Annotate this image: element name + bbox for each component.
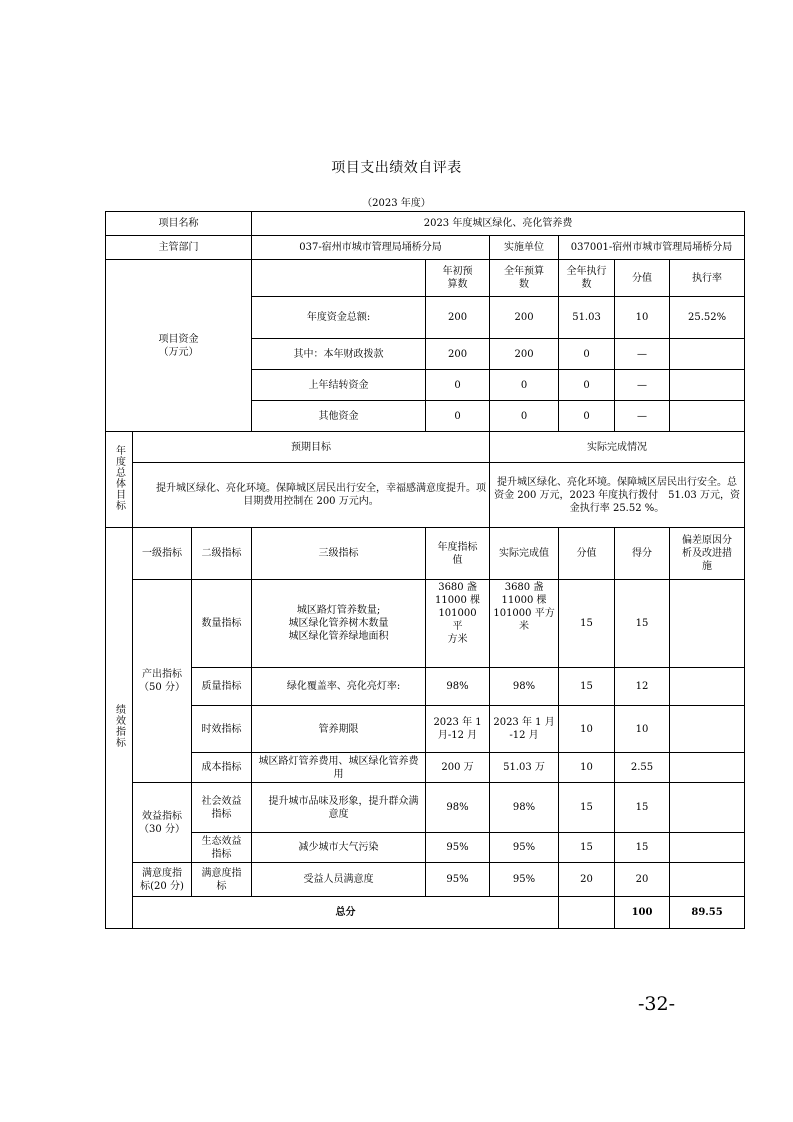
indicator-level3: 城区路灯管养费用、城区绿化管养费用	[252, 753, 426, 783]
indicator-deviation	[670, 783, 745, 833]
funds-row-score-value: —	[615, 339, 670, 370]
funds-row-executed: 0	[559, 339, 615, 370]
document-title: 项目支出绩效自评表	[331, 160, 462, 176]
funds-row-rate	[670, 401, 745, 432]
indicator-row-ecological	[106, 833, 745, 863]
indicator-level3: 受益人员满意度	[252, 863, 426, 897]
header-level1: 一级指标	[133, 528, 192, 580]
header-score-value: 分值	[559, 528, 615, 580]
indicator-deviation	[670, 753, 745, 783]
indicator-row-satisfaction	[106, 863, 745, 897]
funds-header-blank	[252, 260, 426, 297]
funds-row-name: 其他资金	[252, 401, 426, 432]
indicator-level2: 质量指标	[192, 668, 252, 706]
total-row	[106, 897, 745, 929]
indicator-score-value: 10	[559, 706, 615, 753]
indicator-row-cost	[106, 753, 745, 783]
indicator-level2: 满意度指 标	[192, 863, 252, 897]
indicator-level3: 提升城市品味及形象，提升群众满意度	[252, 783, 426, 833]
header-target: 年度指标 值	[426, 528, 490, 580]
indicator-level3: 绿化覆盖率、亮化亮灯率:	[252, 668, 426, 706]
funds-row-rate: 25.52%	[670, 297, 745, 339]
page-number: -32-	[638, 993, 676, 1015]
indicator-score: 15	[615, 783, 670, 833]
funds-header-executed: 全年执行数	[559, 260, 615, 297]
level1-satisfaction: 满意度指 标(20 分)	[133, 863, 192, 897]
header-actual: 实际完成值	[490, 528, 559, 580]
indicator-target: 3680 盏 11000 棵 101000 平 方米	[426, 580, 490, 668]
indicator-target: 98%	[426, 783, 490, 833]
indicator-deviation	[670, 706, 745, 753]
funds-header-initial: 年初预 算数	[426, 260, 490, 297]
funds-row-score-value: —	[615, 370, 670, 401]
funds-row-score-value: —	[615, 401, 670, 432]
funds-row-name: 上年结转资金	[252, 370, 426, 401]
indicator-row-quantity	[106, 580, 745, 668]
funds-row-executed: 0	[559, 401, 615, 432]
indicator-level2: 数量指标	[192, 580, 252, 668]
goals-side-label: 年度总体目标	[106, 432, 133, 528]
total-score: 89.55	[670, 897, 745, 929]
indicator-score: 2.55	[615, 753, 670, 783]
expected-goal-header: 预期目标	[133, 432, 490, 463]
implementing-unit-label: 实施单位	[490, 236, 559, 260]
funds-row-annual: 200	[490, 339, 559, 370]
indicator-row-quality	[106, 668, 745, 706]
indicator-score-value: 15	[559, 833, 615, 863]
header-score: 得分	[615, 528, 670, 580]
indicator-score: 10	[615, 706, 670, 753]
total-actual	[559, 897, 615, 929]
indicator-actual: 95%	[490, 833, 559, 863]
funds-row-annual: 0	[490, 370, 559, 401]
funds-row-name: 其中：本年财政拨款	[252, 339, 426, 370]
indicator-actual: 98%	[490, 783, 559, 833]
row-project-name	[106, 212, 745, 236]
total-label: 总分	[133, 897, 559, 929]
indicator-score: 15	[615, 833, 670, 863]
indicator-deviation	[670, 668, 745, 706]
total-score-value: 100	[615, 897, 670, 929]
implementing-unit-value: 037001-宿州市城市管理局埇桥分局	[559, 236, 745, 260]
funds-row-rate	[670, 370, 745, 401]
expected-goal-text: 提升城区绿化、亮化环境。保障城区居民出行安全，幸福感满意度提升。项目期费用控制在 200 万元内。	[133, 463, 490, 528]
funds-row-name: 年度资金总额:	[252, 297, 426, 339]
department-value: 037-宿州市城市管理局埇桥分局	[252, 236, 490, 260]
indicator-score: 20	[615, 863, 670, 897]
department-label: 主管部门	[106, 236, 252, 260]
indicator-target: 95%	[426, 863, 490, 897]
funds-header-annual: 全年预算 数	[490, 260, 559, 297]
funds-row-executed: 51.03	[559, 297, 615, 339]
funds-row-annual: 0	[490, 401, 559, 432]
funds-row-score-value: 10	[615, 297, 670, 339]
indicator-actual: 98%	[490, 668, 559, 706]
actual-result-header: 实际完成情况	[490, 432, 745, 463]
header-level3: 三级指标	[252, 528, 426, 580]
level1-output: 产出指标 （50 分）	[133, 580, 192, 783]
indicator-deviation	[670, 863, 745, 897]
indicator-target: 200 万	[426, 753, 490, 783]
indicator-deviation	[670, 833, 745, 863]
indicator-score-value: 15	[559, 668, 615, 706]
header-deviation: 偏差原因分 析及改进措 施	[670, 528, 745, 580]
indicator-actual: 51.03 万	[490, 753, 559, 783]
project-name-value: 2023 年度城区绿化、亮化管养费	[252, 212, 745, 236]
row-department	[106, 236, 745, 260]
funds-row-executed: 0	[559, 370, 615, 401]
indicator-score-value: 10	[559, 753, 615, 783]
indicators-side-label: 绩效指标	[106, 528, 133, 929]
funds-header-row	[106, 260, 745, 297]
funds-header-score-value: 分值	[615, 260, 670, 297]
funds-row-annual: 200	[490, 297, 559, 339]
document-year: （2023 年度）	[362, 198, 431, 209]
indicator-actual: 2023 年 1 月 -12 月	[490, 706, 559, 753]
indicator-target: 98%	[426, 668, 490, 706]
indicator-level3: 管养期限	[252, 706, 426, 753]
funds-row-rate	[670, 339, 745, 370]
actual-result-text: 提升城区绿化、亮化环境。保障城区居民出行安全。总资金 200 万元，2023 年度执行拨付 51.03 万元，资金执行率 25.52 %。	[490, 463, 745, 528]
indicator-level3: 城区路灯管养数量; 城区绿化管养树木数量 城区绿化管养绿地面积	[252, 580, 426, 668]
goals-header-row	[106, 432, 745, 463]
funds-header-rate: 执行率	[670, 260, 745, 297]
funds-row-initial: 0	[426, 401, 490, 432]
indicator-level3: 减少城市大气污染	[252, 833, 426, 863]
indicator-level2: 成本指标	[192, 753, 252, 783]
indicator-target: 2023 年 1 月-12 月	[426, 706, 490, 753]
level1-benefit: 效益指标 （30 分）	[133, 783, 192, 863]
indicator-actual: 3680 盏 11000 棵 101000 平方 米	[490, 580, 559, 668]
indicator-score-value: 15	[559, 783, 615, 833]
project-name-label: 项目名称	[106, 212, 252, 236]
funds-row-initial: 200	[426, 297, 490, 339]
goals-content-row	[106, 463, 745, 528]
indicator-level2: 时效指标	[192, 706, 252, 753]
indicator-score-value: 20	[559, 863, 615, 897]
indicators-header-row	[106, 528, 745, 580]
indicator-row-timeliness	[106, 706, 745, 753]
indicator-actual: 95%	[490, 863, 559, 897]
indicator-level2: 生态效益 指标	[192, 833, 252, 863]
indicator-target: 95%	[426, 833, 490, 863]
header-level2: 二级指标	[192, 528, 252, 580]
indicator-score: 15	[615, 580, 670, 668]
indicator-level2: 社会效益 指标	[192, 783, 252, 833]
indicator-row-social	[106, 783, 745, 833]
funds-label: 项目资金 （万元）	[106, 260, 252, 432]
indicator-deviation	[670, 580, 745, 668]
indicator-score: 12	[615, 668, 670, 706]
indicator-score-value: 15	[559, 580, 615, 668]
funds-row-initial: 200	[426, 339, 490, 370]
funds-row-initial: 0	[426, 370, 490, 401]
self-evaluation-table	[105, 211, 745, 929]
